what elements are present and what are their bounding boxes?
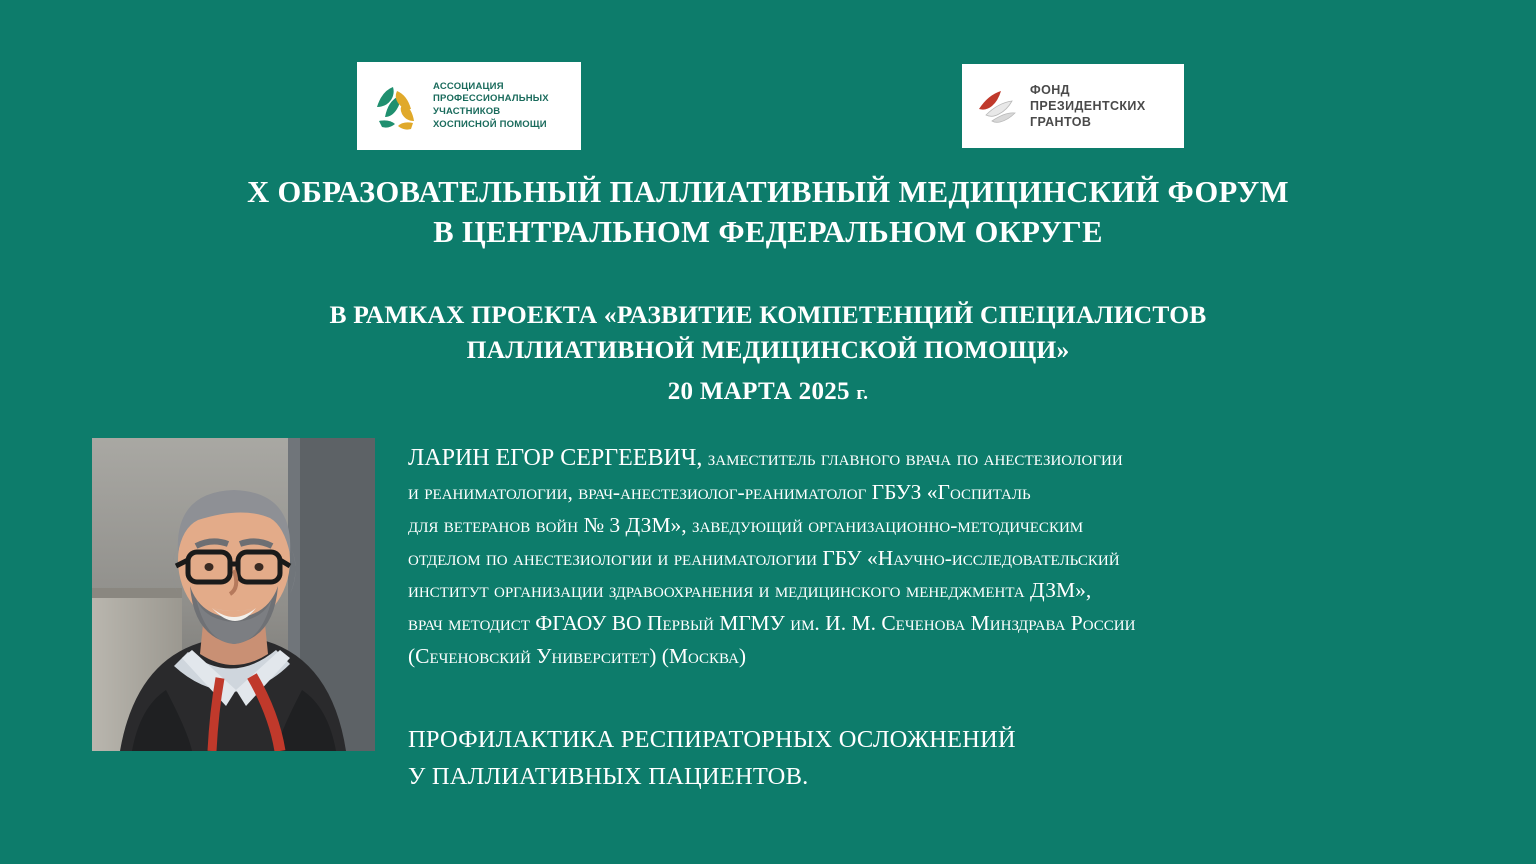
- hospice-logo-line-4: ХОСПИСНОЙ ПОМОЩИ: [433, 118, 547, 130]
- page-title-line-2: В ЦЕНТРАЛЬНОМ ФЕДЕРАЛЬНОМ ОКРУГЕ: [433, 215, 1103, 250]
- speaker-bio-line-1: заместитель главного врача по анестезиологии: [707, 446, 1123, 470]
- event-date: [0, 378, 1536, 406]
- speaker-name: ЛАРИН ЕГОР СЕРГЕЕВИЧ,: [408, 445, 703, 471]
- page-title-line-1: X ОБРАЗОВАТЕЛЬНЫЙ ПАЛЛИАТИВНЫЙ МЕДИЦИНСКИЙ ФОРУМ: [247, 175, 1289, 209]
- hospice-logo-line-1: АССОЦИАЦИЯ: [433, 80, 504, 92]
- speaker-photo: [92, 438, 375, 751]
- hospice-logo-icon: [367, 77, 425, 135]
- fund-logo-line-3: ГРАНТОВ: [1030, 115, 1092, 130]
- event-date-value: 20 МАРТА 2025: [667, 378, 850, 405]
- speaker-bio-line-5: институт организации здравоохранения и медицинского менеджмента ДЗМ»,: [408, 578, 1092, 603]
- fund-logo-line-1: ФОНД: [1030, 82, 1070, 97]
- presentation-topic: [408, 722, 1498, 796]
- project-subtitle: [0, 298, 1536, 367]
- hospice-association-logo: [357, 62, 581, 150]
- speaker-bio-line-4: отделом по анестезиологии и реаниматологии ГБУ «Научно-исследовательский: [408, 545, 1120, 570]
- project-subtitle-line-1: В РАМКАХ ПРОЕКТА «РАЗВИТИЕ КОМПЕТЕНЦИЙ СПЕЦИАЛИСТОВ: [329, 300, 1207, 329]
- speaker-bio-line-7: (Сеченовский Университет) (Москва): [408, 643, 747, 668]
- fund-logo-text: [1030, 82, 1146, 131]
- fund-logo-line-2: ПРЕЗИДЕНТСКИХ: [1030, 98, 1146, 113]
- topic-line-2: У ПАЛЛИАТИВНЫХ ПАЦИЕНТОВ.: [408, 762, 809, 790]
- hospice-logo-text: [433, 81, 549, 131]
- hospice-logo-line-2: ПРОФЕССИОНАЛЬНЫХ: [433, 93, 549, 105]
- event-date-suffix: г.: [856, 383, 869, 404]
- page-title: [0, 172, 1536, 253]
- speaker-bio-line-6: врач методист ФГАОУ ВО Первый МГМУ им. И. М. Сеченова Минздрава России: [408, 611, 1136, 636]
- speaker-description: [408, 440, 1498, 673]
- speaker-bio-line-3: для ветеранов войн № 3 ДЗМ», заведующий организационно-методическим: [408, 513, 1084, 538]
- speaker-name-line: [408, 440, 1498, 476]
- logo-row: [0, 62, 1536, 152]
- speaker-bio-line-2: и реаниматологии, врач-анестезиолог-реаниматолог ГБУЗ «Госпиталь: [408, 480, 1031, 505]
- project-subtitle-line-2: ПАЛЛИАТИВНОЙ МЕДИЦИНСКОЙ ПОМОЩИ»: [466, 334, 1070, 364]
- fund-logo-icon: [974, 83, 1020, 129]
- hospice-logo-line-3: УЧАСТНИКОВ: [433, 106, 501, 117]
- topic-line-1: ПРОФИЛАКТИКА РЕСПИРАТОРНЫХ ОСЛОЖНЕНИЙ: [408, 726, 1016, 753]
- presidential-grants-fund-logo: [962, 64, 1184, 148]
